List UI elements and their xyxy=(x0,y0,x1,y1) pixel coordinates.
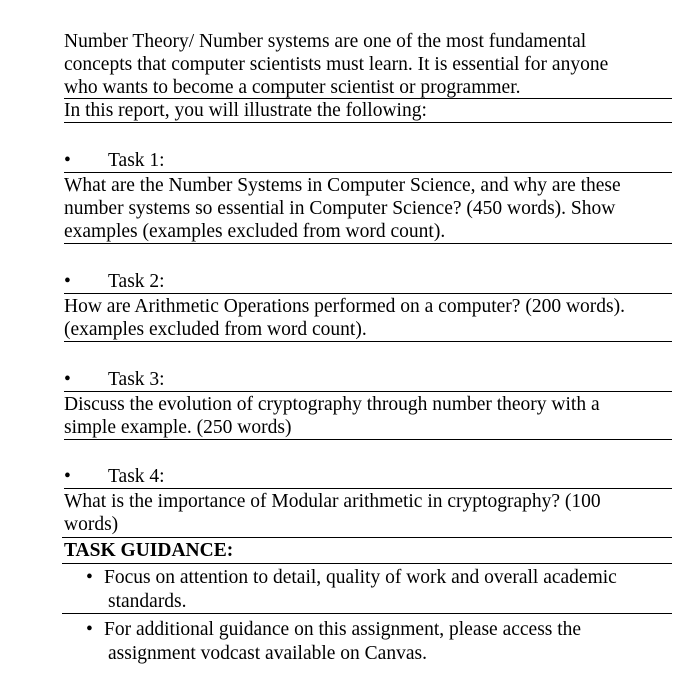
underline-rule xyxy=(64,243,672,244)
bullet-icon: • xyxy=(86,619,93,640)
underline-rule xyxy=(64,172,672,173)
task-guidance-heading: TASK GUIDANCE: xyxy=(64,540,234,561)
bullet-icon: • xyxy=(64,369,71,390)
task-4-line-2: words) xyxy=(64,514,119,535)
guidance-2-line-2: assignment vodcast available on Canvas. xyxy=(108,643,427,664)
bullet-icon: • xyxy=(64,466,71,487)
underline-rule xyxy=(64,391,672,392)
underline-rule xyxy=(64,293,672,294)
task-4-header xyxy=(64,465,165,489)
task-1-line-1: What are the Number Systems in Computer Science, and why are these xyxy=(64,175,621,196)
intro-line-4: In this report, you will illustrate the following: xyxy=(64,100,427,121)
task-3-line-1: Discuss the evolution of cryptography through number theory with a xyxy=(64,394,600,415)
task-2-label: Task 2: xyxy=(108,271,165,292)
bullet-icon: • xyxy=(64,271,71,292)
intro-line-1: Number Theory/ Number systems are one of the most fundamental xyxy=(64,31,587,52)
bullet-icon: • xyxy=(86,567,93,588)
task-1-label: Task 1: xyxy=(108,150,165,171)
task-4-label: Task 4: xyxy=(108,466,165,487)
task-2-header xyxy=(64,270,165,294)
underline-rule xyxy=(62,613,672,614)
intro-line-2: concepts that computer scientists must learn. It is essential for anyone xyxy=(64,54,609,75)
guidance-1-line-2: standards. xyxy=(108,591,187,612)
intro-line-3: who wants to become a computer scientist or programmer. xyxy=(64,77,521,98)
underline-rule xyxy=(64,488,672,489)
bullet-icon: • xyxy=(64,150,71,171)
task-3-header xyxy=(64,368,165,392)
task-2-line-1: How are Arithmetic Operations performed on a computer? (200 words). xyxy=(64,296,625,317)
underline-rule xyxy=(64,341,672,342)
task-4-line-1: What is the importance of Modular arithmetic in cryptography? (100 xyxy=(64,491,601,512)
task-3-line-2: simple example. (250 words) xyxy=(64,417,292,438)
task-1-line-2: number systems so essential in Computer Science? (450 words). Show xyxy=(64,198,616,219)
underline-rule xyxy=(62,537,672,538)
underline-rule xyxy=(64,439,672,440)
task-2-line-2: (examples excluded from word count). xyxy=(64,319,367,340)
task-1-header xyxy=(64,149,165,173)
task-3-label: Task 3: xyxy=(108,369,165,390)
underline-rule xyxy=(62,563,672,564)
guidance-1-line-1: Focus on attention to detail, quality of work and overall academic xyxy=(104,567,617,588)
guidance-2-line-1: For additional guidance on this assignment, please access the xyxy=(104,619,582,640)
underline-rule xyxy=(64,122,672,123)
task-1-line-3: examples (examples excluded from word count). xyxy=(64,221,446,242)
